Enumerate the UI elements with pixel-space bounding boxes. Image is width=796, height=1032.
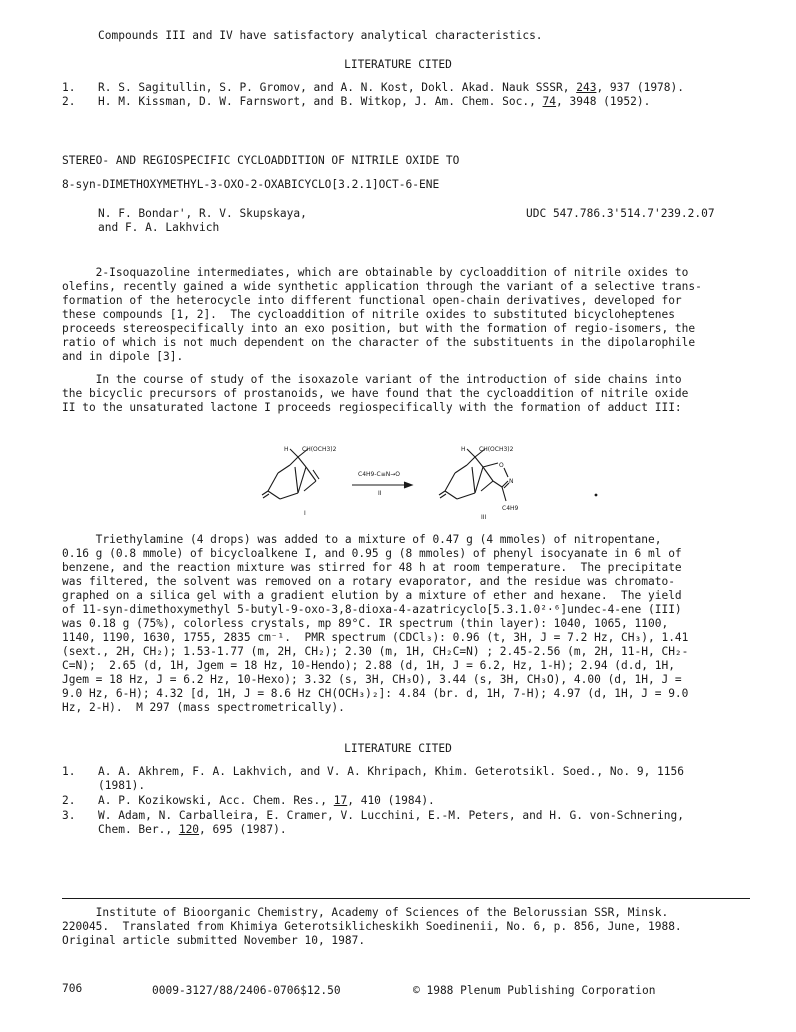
reference-item: R. S. Sagitullin, S. P. Gromov, and A. N. Kost, Dokl. Akad. Nauk SSSR, 243, 937 (1978). (98, 81, 684, 94)
ref-number: 2. (62, 95, 76, 108)
authors-line-1: N. F. Bondar', R. V. Skupskaya, (98, 207, 307, 220)
compound-III-label: III (481, 514, 487, 521)
text-line: II to the unsaturated lactone I proceeds regiospecifically with the formation of adduct III: (62, 401, 682, 414)
article-title-line-2: 8-syn-DIMETHOXYMETHYL-3-OXO-2-OXABICYCLO[3.2.1]OCT-6-ENE (62, 178, 440, 191)
text-line: Triethylamine (4 drops) was added to a mixture of 0.47 g (4 mmoles) of nitropentane, (62, 533, 662, 546)
text-line: formation of the heterocycle into different functional open-chain derivatives, developed for (62, 294, 682, 307)
reference-item: Chem. Ber., 120, 695 (1987). (98, 823, 287, 836)
text-line: of 11-syn-dimethoxymethyl 5-butyl-9-oxo-3,8-dioxa-4-azatricyclo[5.3.1.0²·⁶]undec-4-ene (III) (62, 603, 682, 616)
footnote-line: Institute of Bioorganic Chemistry, Academy of Sciences of the Belorussian SSR, Minsk. (62, 906, 669, 919)
h-atom-label: H (284, 446, 289, 453)
ref-number: 1. (62, 81, 76, 94)
intro-sentence: Compounds III and IV have satisfactory analytical characteristics. (98, 29, 543, 42)
text-line: was 0.18 g (75%), colorless crystals, mp 89°C. IR spectrum (thin layer): 1040, 1065, 1100, (62, 617, 669, 630)
text-line: proceeds stereospecifically into an exo position, but with the formation of regio-isomers, the (62, 322, 696, 335)
ref-number: 2. (62, 794, 76, 807)
ref-number: 3. (62, 809, 76, 822)
butyl-label: C4H9 (502, 505, 519, 512)
text-line: the bicyclic precursors of prostanoids, we have found that the cycloaddition of nitrile oxide (62, 387, 689, 400)
text-line: In the course of study of the isoxazole variant of the introduction of side chains into (62, 373, 682, 386)
text-line: olefins, recently gained a wide synthetic application through the variant of a selective trans- (62, 280, 702, 293)
reference-item-line: (1981). (98, 779, 146, 792)
text-line: graphed on a silica gel with a gradient elution by a mixture of ether and hexane. The yield (62, 589, 682, 602)
text-line: (sext., 2H, CH₂); 1.53-1.77 (m, 2H, CH₂); 2.30 (m, 1H, CH₂C=N) ; 2.45-2.56 (m, 2H, 11-H, CH₂- (62, 645, 689, 658)
ring-nitrogen-label: N (509, 478, 514, 485)
text-line: ratio of which is not much dependent on the character of the substituents in the dipolarophile (62, 336, 696, 349)
compound-I-label: I (304, 510, 306, 517)
text-line: Hz, 2-H). M 297 (mass spectrometrically). (62, 701, 345, 714)
reagent-formula: C4H9-C≡N→O (358, 471, 400, 478)
text-line: benzene, and the reaction mixture was stirred for 48 h at room temperature. The precipitate (62, 561, 682, 574)
text-line: 2-Isoquazoline intermediates, which are obtainable by cycloaddition of nitrile oxides to (62, 266, 689, 279)
text-line: 0.16 g (0.8 mmole) of bicycloalkene I, and 0.95 g (8 mmoles) of phenyl isocyanate in 6 ml of (62, 547, 682, 560)
text-line: and in dipole [3]. (62, 350, 184, 363)
reference-item-line: W. Adam, N. Carballeira, E. Cramer, V. Lucchini, E.-M. Peters, and H. G. von-Schnering, (98, 809, 684, 822)
page-number: 706 (62, 982, 83, 995)
reaction-scheme (240, 443, 610, 523)
footnote-line: 220045. Translated from Khimiya Geterotsiklicheskikh Soedinenii, No. 6, p. 856, June, 1988. (62, 920, 682, 933)
reagent-label: II (378, 490, 382, 497)
udc-code: UDC 547.786.3'514.7'239.2.07 (526, 207, 715, 220)
text-line: 9.0 Hz, 6-H); 4.32 [d, 1H, J = 8.6 Hz CH(OCH₃)₂]: 4.84 (br. d, 1H, 7-H); 4.97 (d, 1H, J = 9.0 (62, 687, 689, 700)
ring-oxygen-label: O (499, 462, 504, 469)
footnote-divider (62, 898, 750, 899)
footnote-line: Original article submitted November 10, 1987. (62, 934, 366, 947)
literature-cited-heading-2: LITERATURE CITED (344, 742, 452, 755)
text-line: 1140, 1190, 1630, 1755, 2835 cm⁻¹. PMR spectrum (CDCl₃): 0.96 (t, 3H, J = 7.2 Hz, CH₃), 1.41 (62, 631, 689, 644)
acetal-substituent-label: CH(OCH3)2 (302, 446, 337, 453)
authors-line-2: and F. A. Lakhvich (98, 221, 220, 234)
text-line: these compounds [1, 2]. The cycloaddition of nitrile oxides to substituted bicycloheptenes (62, 308, 675, 321)
reference-item-line: A. A. Akhrem, F. A. Lakhvich, and V. A. Khripach, Khim. Geterotsikl. Soed., No. 9, 1156 (98, 765, 684, 778)
reference-item: A. P. Kozikowski, Acc. Chem. Res., 17, 410 (1984). (98, 794, 435, 807)
issn-code: 0009-3127/88/2406-0706$12.50 (152, 984, 341, 997)
text-line: C=N); 2.65 (d, 1H, Jgem = 18 Hz, 10-Hendo); 2.88 (d, 1H, J = 6.2, Hz, 1-H); 2.94 (d.d, 1H, (62, 659, 675, 672)
acetal-substituent-label: CH(OCH3)2 (479, 446, 514, 453)
reference-item: H. M. Kissman, D. W. Farnswort, and B. Witkop, J. Am. Chem. Soc., 74, 3948 (1952). (98, 95, 651, 108)
literature-cited-heading-1: LITERATURE CITED (344, 58, 452, 71)
text-line: Jgem = 18 Hz, J = 6.2 Hz, 10-Hexo); 3.32 (s, 3H, CH₃O), 3.44 (s, 3H, CH₃O), 4.00 (d, 1H, J = (62, 673, 682, 686)
article-title-line-1: STEREO- AND REGIOSPECIFIC CYCLOADDITION OF NITRILE OXIDE TO (62, 154, 460, 167)
copyright-notice: © 1988 Plenum Publishing Corporation (413, 984, 656, 997)
h-atom-label: H (461, 446, 466, 453)
text-line: was filtered, the solvent was removed on a rotary evaporator, and the residue was chromato- (62, 575, 675, 588)
ref-number: 1. (62, 765, 76, 778)
